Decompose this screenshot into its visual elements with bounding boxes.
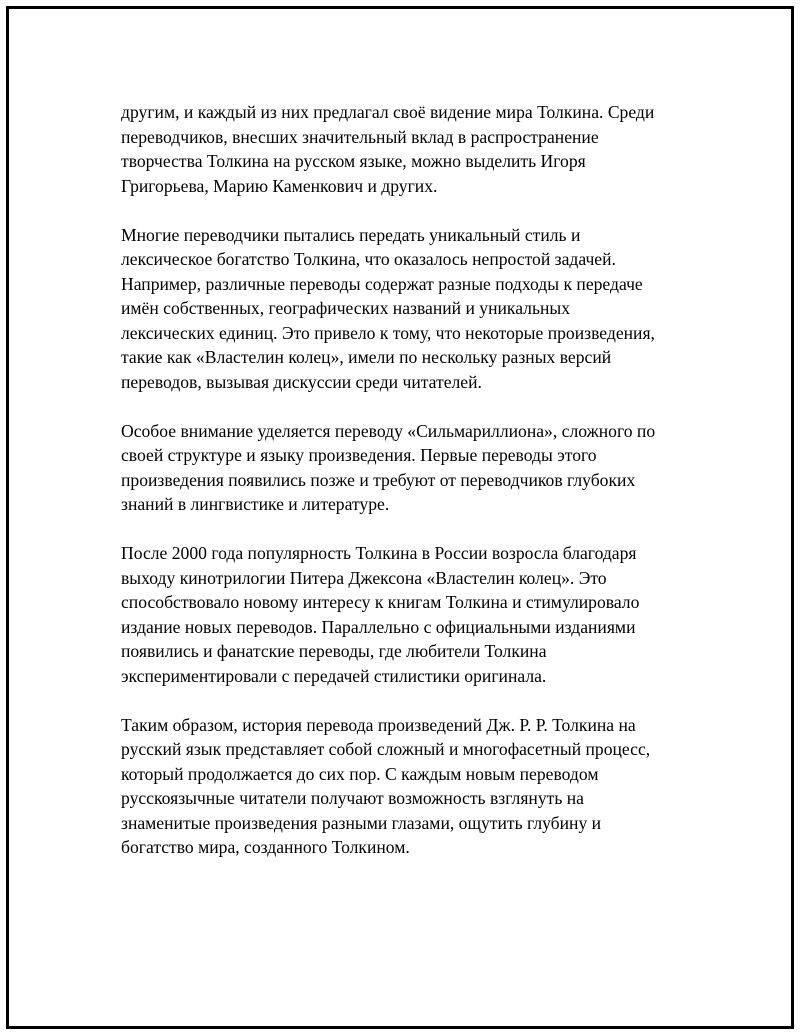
paragraph-5 xyxy=(121,713,711,860)
text-line: Таким образом, история перевода произведений Дж. Р. Р. Толкина на xyxy=(121,714,636,735)
paragraph-2 xyxy=(121,223,711,395)
document-page xyxy=(6,6,794,1029)
text-line: лексическое богатство Толкина, что оказалось непростой задачей. xyxy=(121,249,616,269)
text-line: появились и фанатские переводы, где любители Толкина xyxy=(121,641,547,661)
text-line: Григорьева, Марию Каменкович и других. xyxy=(121,175,438,196)
text-line: богатство мира, созданного Толкином. xyxy=(121,837,410,857)
text-line: знаменитые произведения разными глазами, ощутить глубину и xyxy=(121,812,602,833)
text-line: лексических единиц. Это привело к тому, что некоторые произведения, xyxy=(121,322,655,343)
text-line: знаний в лингвистике и литературе. xyxy=(121,494,390,514)
text-line: Например, различные переводы содержат разные подходы к передаче xyxy=(121,273,643,294)
document-body xyxy=(121,100,711,884)
text-line: способствовало новому интересу к книгам Толкина и стимулировало xyxy=(121,592,640,612)
text-line: другим, и каждый из них предлагал своё видение мира Толкина. Среди xyxy=(121,102,655,122)
text-line: имён собственных, географических названий и уникальных xyxy=(121,298,571,318)
text-line: творчества Толкина на русском языке, можно выделить Игоря xyxy=(121,151,586,171)
text-line: русский язык представляет собой сложный и многофасетный процесс, xyxy=(121,739,651,759)
text-line: русскоязычные читатели получают возможность взглянуть на xyxy=(121,788,584,808)
text-line: Многие переводчики пытались передать уникальный стиль и xyxy=(121,224,581,245)
text-line: своей структуре и языку произведения. Первые переводы этого xyxy=(121,445,597,465)
paragraph-1 xyxy=(121,100,711,198)
text-line: Особое внимание уделяется переводу «Сильмариллиона», сложного по xyxy=(121,420,656,441)
text-line: издание новых переводов. Параллельно с официальными изданиями xyxy=(121,616,636,637)
paragraph-3 xyxy=(121,419,711,517)
text-line: экспериментировали с передачей стилистики оригинала. xyxy=(121,665,547,686)
text-line: переводчиков, внесших значительный вклад в распространение xyxy=(121,126,599,147)
paragraph-4 xyxy=(121,541,711,688)
text-line: произведения появились позже и требуют от переводчиков глубоких xyxy=(121,469,636,490)
text-line: выходу кинотрилогии Питера Джексона «Властелин колец». Это xyxy=(121,567,607,588)
text-line: такие как «Властелин колец», имели по нескольку разных версий xyxy=(121,347,612,367)
text-line: который продолжается до сих пор. С каждым новым переводом xyxy=(121,763,599,784)
text-line: переводов, вызывая дискуссии среди читателей. xyxy=(121,371,482,392)
text-line: После 2000 года популярность Толкина в России возросла благодаря xyxy=(121,543,637,563)
